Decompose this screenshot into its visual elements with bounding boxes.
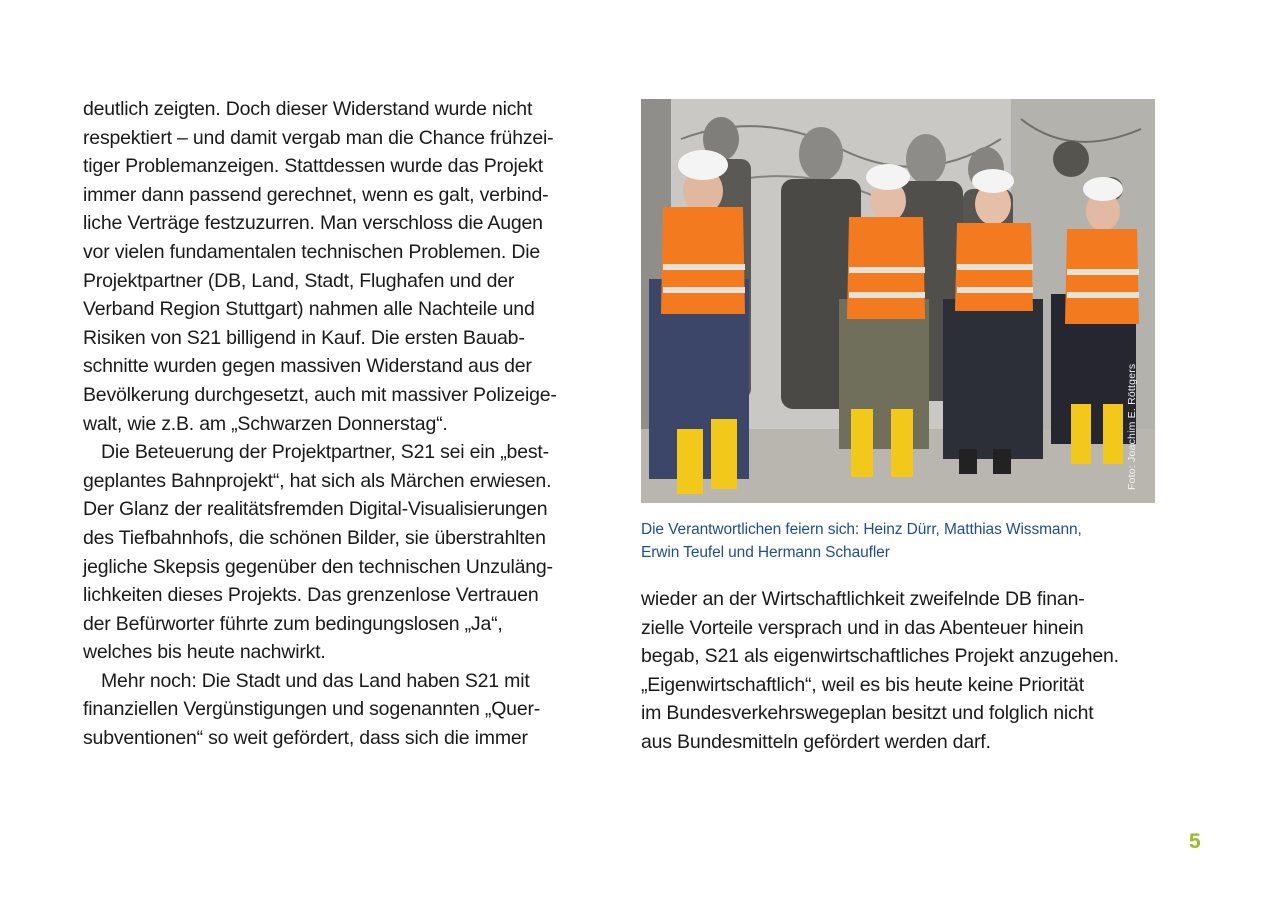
text-line: des Tiefbahnhofs, die schönen Bilder, sie überstrahlten (83, 526, 546, 549)
text-line: begab, S21 als eigenwirtschaftliches Projekt anzugehen. (641, 645, 1119, 668)
right-text-column (641, 585, 1181, 757)
text-line: Mehr noch: Die Stadt und das Land haben S21 mit (101, 669, 530, 692)
text-line: Risiken von S21 billigend in Kauf. Die ersten Bauab- (83, 326, 525, 349)
text-line: respektiert – und damit vergab man die Chance frühzei- (83, 126, 554, 149)
text-line: finanziellen Vergünstigungen und sogenannten „Quer- (83, 698, 541, 721)
text-line: schnitte wurden gegen massiven Widerstand aus der (83, 355, 532, 378)
text-line: aus Bundesmitteln gefördert werden darf. (641, 730, 991, 753)
text-line: Bevölkerung durchgesetzt, auch mit massiver Polizeige- (83, 383, 557, 406)
page-number: 5 (1189, 830, 1201, 853)
photo-illustration (641, 99, 1155, 503)
left-text-column (83, 95, 613, 753)
text-line: Verband Region Stuttgart) nahmen alle Nachteile und (83, 298, 535, 321)
text-line: Die Beteuerung der Projektpartner, S21 sei ein „best- (101, 441, 549, 464)
photo-caption (641, 518, 1171, 564)
text-line: „Eigenwirtschaftlich“, weil es bis heute keine Priorität (641, 673, 1084, 696)
text-line: walt, wie z.B. am „Schwarzen Donnerstag“. (83, 412, 448, 435)
text-line: subventionen“ so weit gefördert, dass sich die immer (83, 727, 528, 750)
text-line: geplantes Bahnprojekt“, hat sich als Märchen erwiesen. (83, 469, 552, 492)
caption-line: Die Verantwortlichen feiern sich: Heinz Dürr, Matthias Wissmann, (641, 521, 1082, 538)
group-photo (641, 99, 1155, 503)
text-line: zielle Vorteile versprach und in das Abenteuer hinein (641, 616, 1084, 639)
text-line: liche Verträge festzuzurren. Man verschloss die Augen (83, 212, 543, 235)
caption-line: Erwin Teufel und Hermann Schaufler (641, 544, 890, 561)
text-line: immer dann passend gerechnet, wenn es galt, verbind- (83, 183, 549, 206)
text-line: lichkeiten dieses Projekts. Das grenzenlose Vertrauen (83, 584, 539, 607)
text-line: Projektpartner (DB, Land, Stadt, Flughafen und der (83, 269, 515, 292)
text-line: jegliche Skepsis gegenüber den technischen Unzuläng- (83, 555, 553, 578)
text-line: Der Glanz der realitätsfremden Digital-Visualisierungen (83, 498, 548, 521)
text-line: tiger Problemanzeigen. Stattdessen wurde das Projekt (83, 155, 544, 178)
photo-credit: Foto: Joachim E. Röttgers (1126, 363, 1138, 490)
text-line: der Befürworter führte zum bedingungslosen „Ja“, (83, 612, 503, 635)
text-line: im Bundesverkehrswegeplan besitzt und folglich nicht (641, 702, 1094, 725)
text-line: deutlich zeigten. Doch dieser Widerstand wurde nicht (83, 98, 533, 120)
text-line: wieder an der Wirtschaftlichkeit zweifelnde DB finan- (641, 588, 1085, 610)
text-line: welches bis heute nachwirkt. (83, 641, 326, 664)
text-line: vor vielen fundamentalen technischen Problemen. Die (83, 240, 540, 263)
